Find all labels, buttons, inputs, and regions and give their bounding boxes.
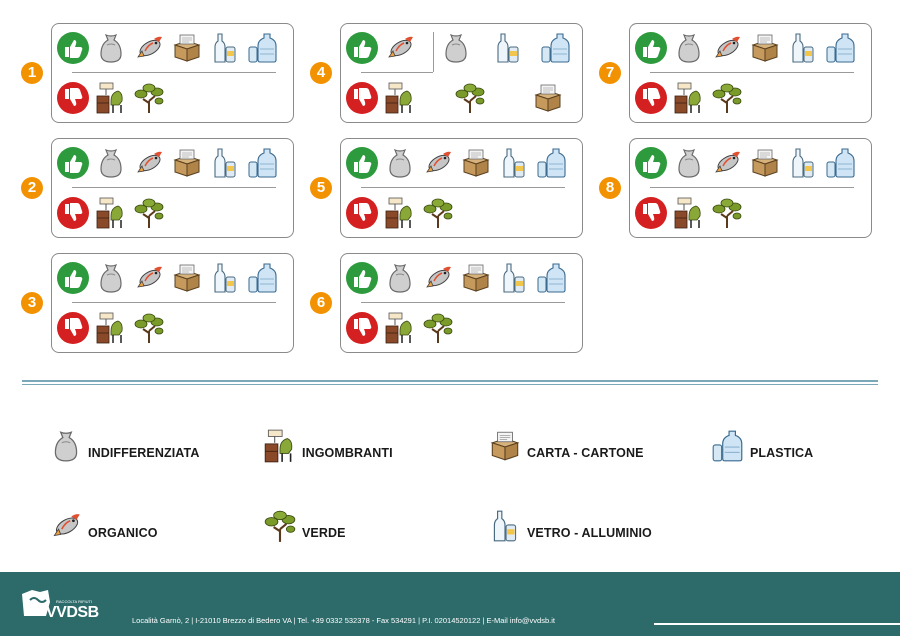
- not-collected-row: [345, 195, 459, 231]
- not-collected-row: [345, 310, 459, 346]
- plastic-jug-icon: [535, 146, 569, 180]
- week-number-badge: 5: [310, 177, 332, 199]
- paper-box-icon: [170, 261, 204, 295]
- row-separator: [72, 72, 276, 73]
- week-number-badge: 6: [310, 292, 332, 314]
- not-collected-row-right: [453, 80, 609, 116]
- not-collected-row: [345, 80, 421, 116]
- legend-item-bottle: [487, 508, 652, 544]
- legend-item-fish: [48, 508, 158, 544]
- row-separator: [361, 72, 433, 73]
- paper-box-icon: [459, 146, 493, 180]
- paper-box-icon: [748, 146, 782, 180]
- trash-bag-icon: [94, 31, 128, 65]
- bulky-furniture-icon: [672, 196, 706, 230]
- vvdsb-logo: [18, 586, 99, 622]
- paper-box-icon: [531, 81, 565, 115]
- trash-bag-icon: [94, 261, 128, 295]
- thumbs-down-icon: [345, 196, 379, 230]
- legend-label: VERDE: [302, 526, 346, 540]
- thumbs-up-icon: [345, 261, 379, 295]
- bulky-furniture-icon: [94, 196, 128, 230]
- paper-box-icon: [170, 146, 204, 180]
- plastic-jug-icon: [535, 261, 569, 295]
- glass-bottle-icon: [208, 261, 242, 295]
- row-separator: [361, 302, 565, 303]
- legend-label: ORGANICO: [88, 526, 158, 540]
- glass-bottle-icon: [487, 508, 523, 544]
- organic-fish-icon: [421, 261, 455, 295]
- bulky-furniture-icon: [672, 81, 706, 115]
- collected-row: [345, 260, 573, 296]
- trash-bag-icon: [672, 146, 706, 180]
- footer: [0, 572, 900, 636]
- bulky-furniture-icon: [262, 428, 298, 464]
- row-separator: [361, 187, 565, 188]
- green-tree-icon: [710, 81, 744, 115]
- row-separator: [650, 187, 854, 188]
- trash-bag-icon: [672, 31, 706, 65]
- thumbs-up-icon: [634, 146, 668, 180]
- thumbs-up-icon: [345, 146, 379, 180]
- collection-card: [340, 23, 583, 123]
- glass-bottle-icon: [208, 31, 242, 65]
- not-collected-row: [634, 195, 748, 231]
- not-collected-row: [634, 80, 748, 116]
- collection-card: [629, 138, 872, 238]
- organic-fish-icon: [710, 31, 744, 65]
- thumbs-down-icon: [634, 196, 668, 230]
- collection-card: [629, 23, 872, 123]
- week-number-badge: 8: [599, 177, 621, 199]
- not-collected-row: [56, 80, 170, 116]
- plastic-jug-icon: [246, 146, 280, 180]
- collection-card: [51, 138, 294, 238]
- divider-line: [22, 380, 878, 382]
- week-number-badge: 1: [21, 62, 43, 84]
- collection-card: [340, 253, 583, 353]
- green-tree-icon: [421, 311, 455, 345]
- plastic-jug-icon: [246, 261, 280, 295]
- thumbs-down-icon: [345, 81, 379, 115]
- logo-small-text: RACCOLTA RIFIUTI: [56, 599, 93, 604]
- footer-line: [654, 623, 900, 625]
- organic-fish-icon: [132, 146, 166, 180]
- glass-bottle-icon: [208, 146, 242, 180]
- thumbs-up-icon: [345, 31, 379, 65]
- green-tree-icon: [421, 196, 455, 230]
- glass-bottle-icon: [497, 146, 531, 180]
- collected-row: [56, 30, 284, 66]
- trash-bag-icon: [383, 261, 417, 295]
- trash-bag-icon: [48, 428, 84, 464]
- paper-box-icon: [748, 31, 782, 65]
- paper-box-icon: [459, 261, 493, 295]
- thumbs-down-icon: [56, 81, 90, 115]
- organic-fish-icon: [48, 508, 84, 544]
- thumbs-down-icon: [634, 81, 668, 115]
- legend-label: VETRO - ALLUMINIO: [527, 526, 652, 540]
- plastic-jug-icon: [824, 146, 858, 180]
- bulky-furniture-icon: [94, 81, 128, 115]
- week-number-badge: 7: [599, 62, 621, 84]
- green-tree-icon: [262, 508, 298, 544]
- organic-fish-icon: [710, 146, 744, 180]
- legend-label: PLASTICA: [750, 446, 814, 460]
- organic-fish-icon: [132, 31, 166, 65]
- bulky-furniture-icon: [383, 196, 417, 230]
- green-tree-icon: [132, 81, 166, 115]
- logo-text: VVDSB: [46, 604, 99, 621]
- collected-row: [345, 30, 421, 66]
- footer-address: Località Garnò, 2 | I-21010 Brezzo di Bedero VA | Tel. +39 0332 532378 - Fax 534291 | P.I. 02014520122 | E-Mail info@vvdsb.it: [132, 616, 555, 625]
- glass-bottle-icon: [786, 31, 820, 65]
- row-separator: [650, 72, 854, 73]
- legend-item-jug: [710, 428, 813, 464]
- plastic-jug-icon: [824, 31, 858, 65]
- thumbs-up-icon: [56, 146, 90, 180]
- collected-row: [345, 145, 573, 181]
- week-number-badge: 2: [21, 177, 43, 199]
- legend-item-furniture: [262, 428, 393, 464]
- collected-row: [634, 30, 862, 66]
- collected-row: [56, 145, 284, 181]
- glass-bottle-icon: [491, 31, 525, 65]
- paper-box-icon: [170, 31, 204, 65]
- plastic-jug-icon: [710, 428, 746, 464]
- bulky-furniture-icon: [383, 311, 417, 345]
- week-number-badge: 3: [21, 292, 43, 314]
- vertical-separator: [433, 32, 434, 72]
- row-separator: [72, 187, 276, 188]
- legend-label: INGOMBRANTI: [302, 446, 393, 460]
- trash-bag-icon: [439, 31, 473, 65]
- legend-label: CARTA - CARTONE: [527, 446, 644, 460]
- legend-item-bag: [48, 428, 199, 464]
- divider-line-2: [22, 384, 878, 385]
- collected-row: [634, 145, 862, 181]
- legend-label: INDIFFERENZIATA: [88, 446, 200, 460]
- thumbs-down-icon: [56, 311, 90, 345]
- week-number-badge: 4: [310, 62, 332, 84]
- thumbs-up-icon: [634, 31, 668, 65]
- thumbs-down-icon: [56, 196, 90, 230]
- green-tree-icon: [132, 311, 166, 345]
- bulky-furniture-icon: [383, 81, 417, 115]
- legend-item-tree: [262, 508, 346, 544]
- trash-bag-icon: [94, 146, 128, 180]
- collection-card: [340, 138, 583, 238]
- glass-bottle-icon: [786, 146, 820, 180]
- thumbs-down-icon: [345, 311, 379, 345]
- legend-item-box: [487, 428, 644, 464]
- not-collected-row: [56, 195, 170, 231]
- not-collected-row: [56, 310, 170, 346]
- paper-box-icon: [487, 428, 523, 464]
- bulky-furniture-icon: [94, 311, 128, 345]
- row-separator: [72, 302, 276, 303]
- collected-row-right: [439, 30, 587, 66]
- glass-bottle-icon: [497, 261, 531, 295]
- thumbs-up-icon: [56, 261, 90, 295]
- trash-bag-icon: [383, 146, 417, 180]
- plastic-jug-icon: [539, 31, 573, 65]
- organic-fish-icon: [383, 31, 417, 65]
- collection-card: [51, 253, 294, 353]
- thumbs-up-icon: [56, 31, 90, 65]
- collection-card: [51, 23, 294, 123]
- organic-fish-icon: [421, 146, 455, 180]
- green-tree-icon: [710, 196, 744, 230]
- green-tree-icon: [132, 196, 166, 230]
- plastic-jug-icon: [246, 31, 280, 65]
- organic-fish-icon: [132, 261, 166, 295]
- collected-row: [56, 260, 284, 296]
- green-tree-icon: [453, 81, 487, 115]
